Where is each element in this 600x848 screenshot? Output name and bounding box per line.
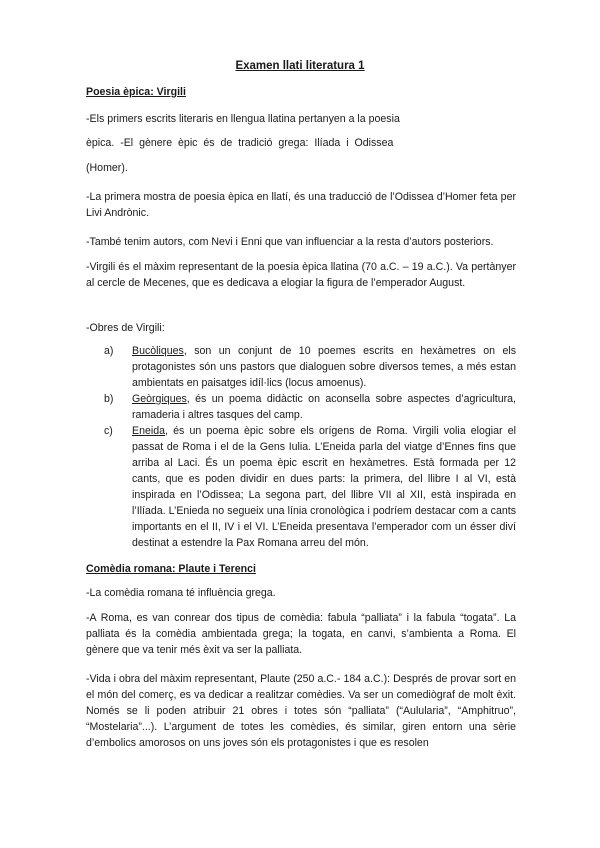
work-description: , és un poema èpic sobre els orígens de Roma. Virgili volia elogiar el passat de Roma i el de la Gens Iulia. L’Eneida parla del viatge d’Ennes fins que arriba al Laci. És un poema èpic escrit en hexàmetres. Està formada per 12 cants, que es poden dividir en dues parts: la primera, del llibre I al VI, està inspirada en l’Odissea; La segona part, del llibre VII al XII, està inspirada en l’Ilíada. L’Enieda no segueix una línia cronològica i podríem destacar com a cants importants en el II, IV i el VI. L’Eneida presentava l’emperador com un ésser diví destinat a estendre la Pax Romana arreu del món. [132,425,516,549]
paragraph-line: (Homer). [86,162,128,174]
paragraph-line: èpica. -El gènere èpic és de tradició grega: Ilíada i Odissea [86,137,394,149]
list-item [132,391,516,423]
work-title: Geòrgiques [132,393,187,405]
paragraph-line: -Els primers escrits literaris en llengua llatina pertanyen a la poesia [86,113,400,125]
work-title: Bucòliques [132,345,184,357]
list-item [132,343,516,391]
list-marker: a) [104,345,114,357]
paragraph: -A Roma, es van conrear dos tipus de comèdia: fabula “palliata” i la fabula “togata”. La palliata és la comèdia ambientada grega; la togata, en canvi, s’ambienta a Roma. El gènere que va tenir més èxit va ser la palliata. [86,612,516,656]
paragraph: -Vida i obra del màxim representant, Plaute (250 a.C.- 184 a.C.): Després de provar sort en el món del comerç, es va dedicar a realitzar comèdies. Va ser un comediògraf de molt èxit. Només se li poden atribuir 21 obres i totes són “palliata” (“Aulularia”, “Amphitruo”, “Mostelaria”...). L’argument de totes les comèdies, és similar, giren entorn una sèrie d’embolics amorosos on uns joves són els protagonistes i que es resolen [86,673,516,749]
section-heading-comedia: Comèdia romana: Plaute i Terenci [86,563,256,575]
section-heading-virgili: Poesia èpica: Virgili [86,86,186,98]
paragraph: -També tenim autors, com Nevi i Enni que van influenciar a la resta d’autors posteriors. [86,236,494,248]
list-marker: b) [104,393,114,405]
paragraph: -La comèdia romana té influència grega. [86,587,276,599]
work-description: , és un poema didàctic on aconsella sobre aspectes d’agricultura, ramaderia i altres tasques del camp. [132,393,516,421]
list-marker: c) [104,425,113,437]
paragraph: -La primera mostra de poesia èpica en llatí, és una traducció de l’Odissea d’Homer feta per Livi Andrònic. [86,191,516,219]
paragraph: -Virgili és el màxim representant de la poesia èpica llatina (70 a.C. – 19 a.C.). Va pertànyer al cercle de Mecenes, que es dedicava a elogiar la figura de l’emperador August. [86,261,516,289]
work-description: , son un conjunt de 10 poemes escrits en hexàmetres on els protagonistes són uns pastors que dialoguen sobre diversos temes, a més estan ambientats en paisatges idíl·lics (locus amoenus). [132,345,516,389]
list-item [132,423,516,551]
work-title: Eneida [132,425,165,437]
paragraph: -Obres de Virgili: [86,322,165,334]
page-title: Examen llati literatura 1 [235,60,365,72]
